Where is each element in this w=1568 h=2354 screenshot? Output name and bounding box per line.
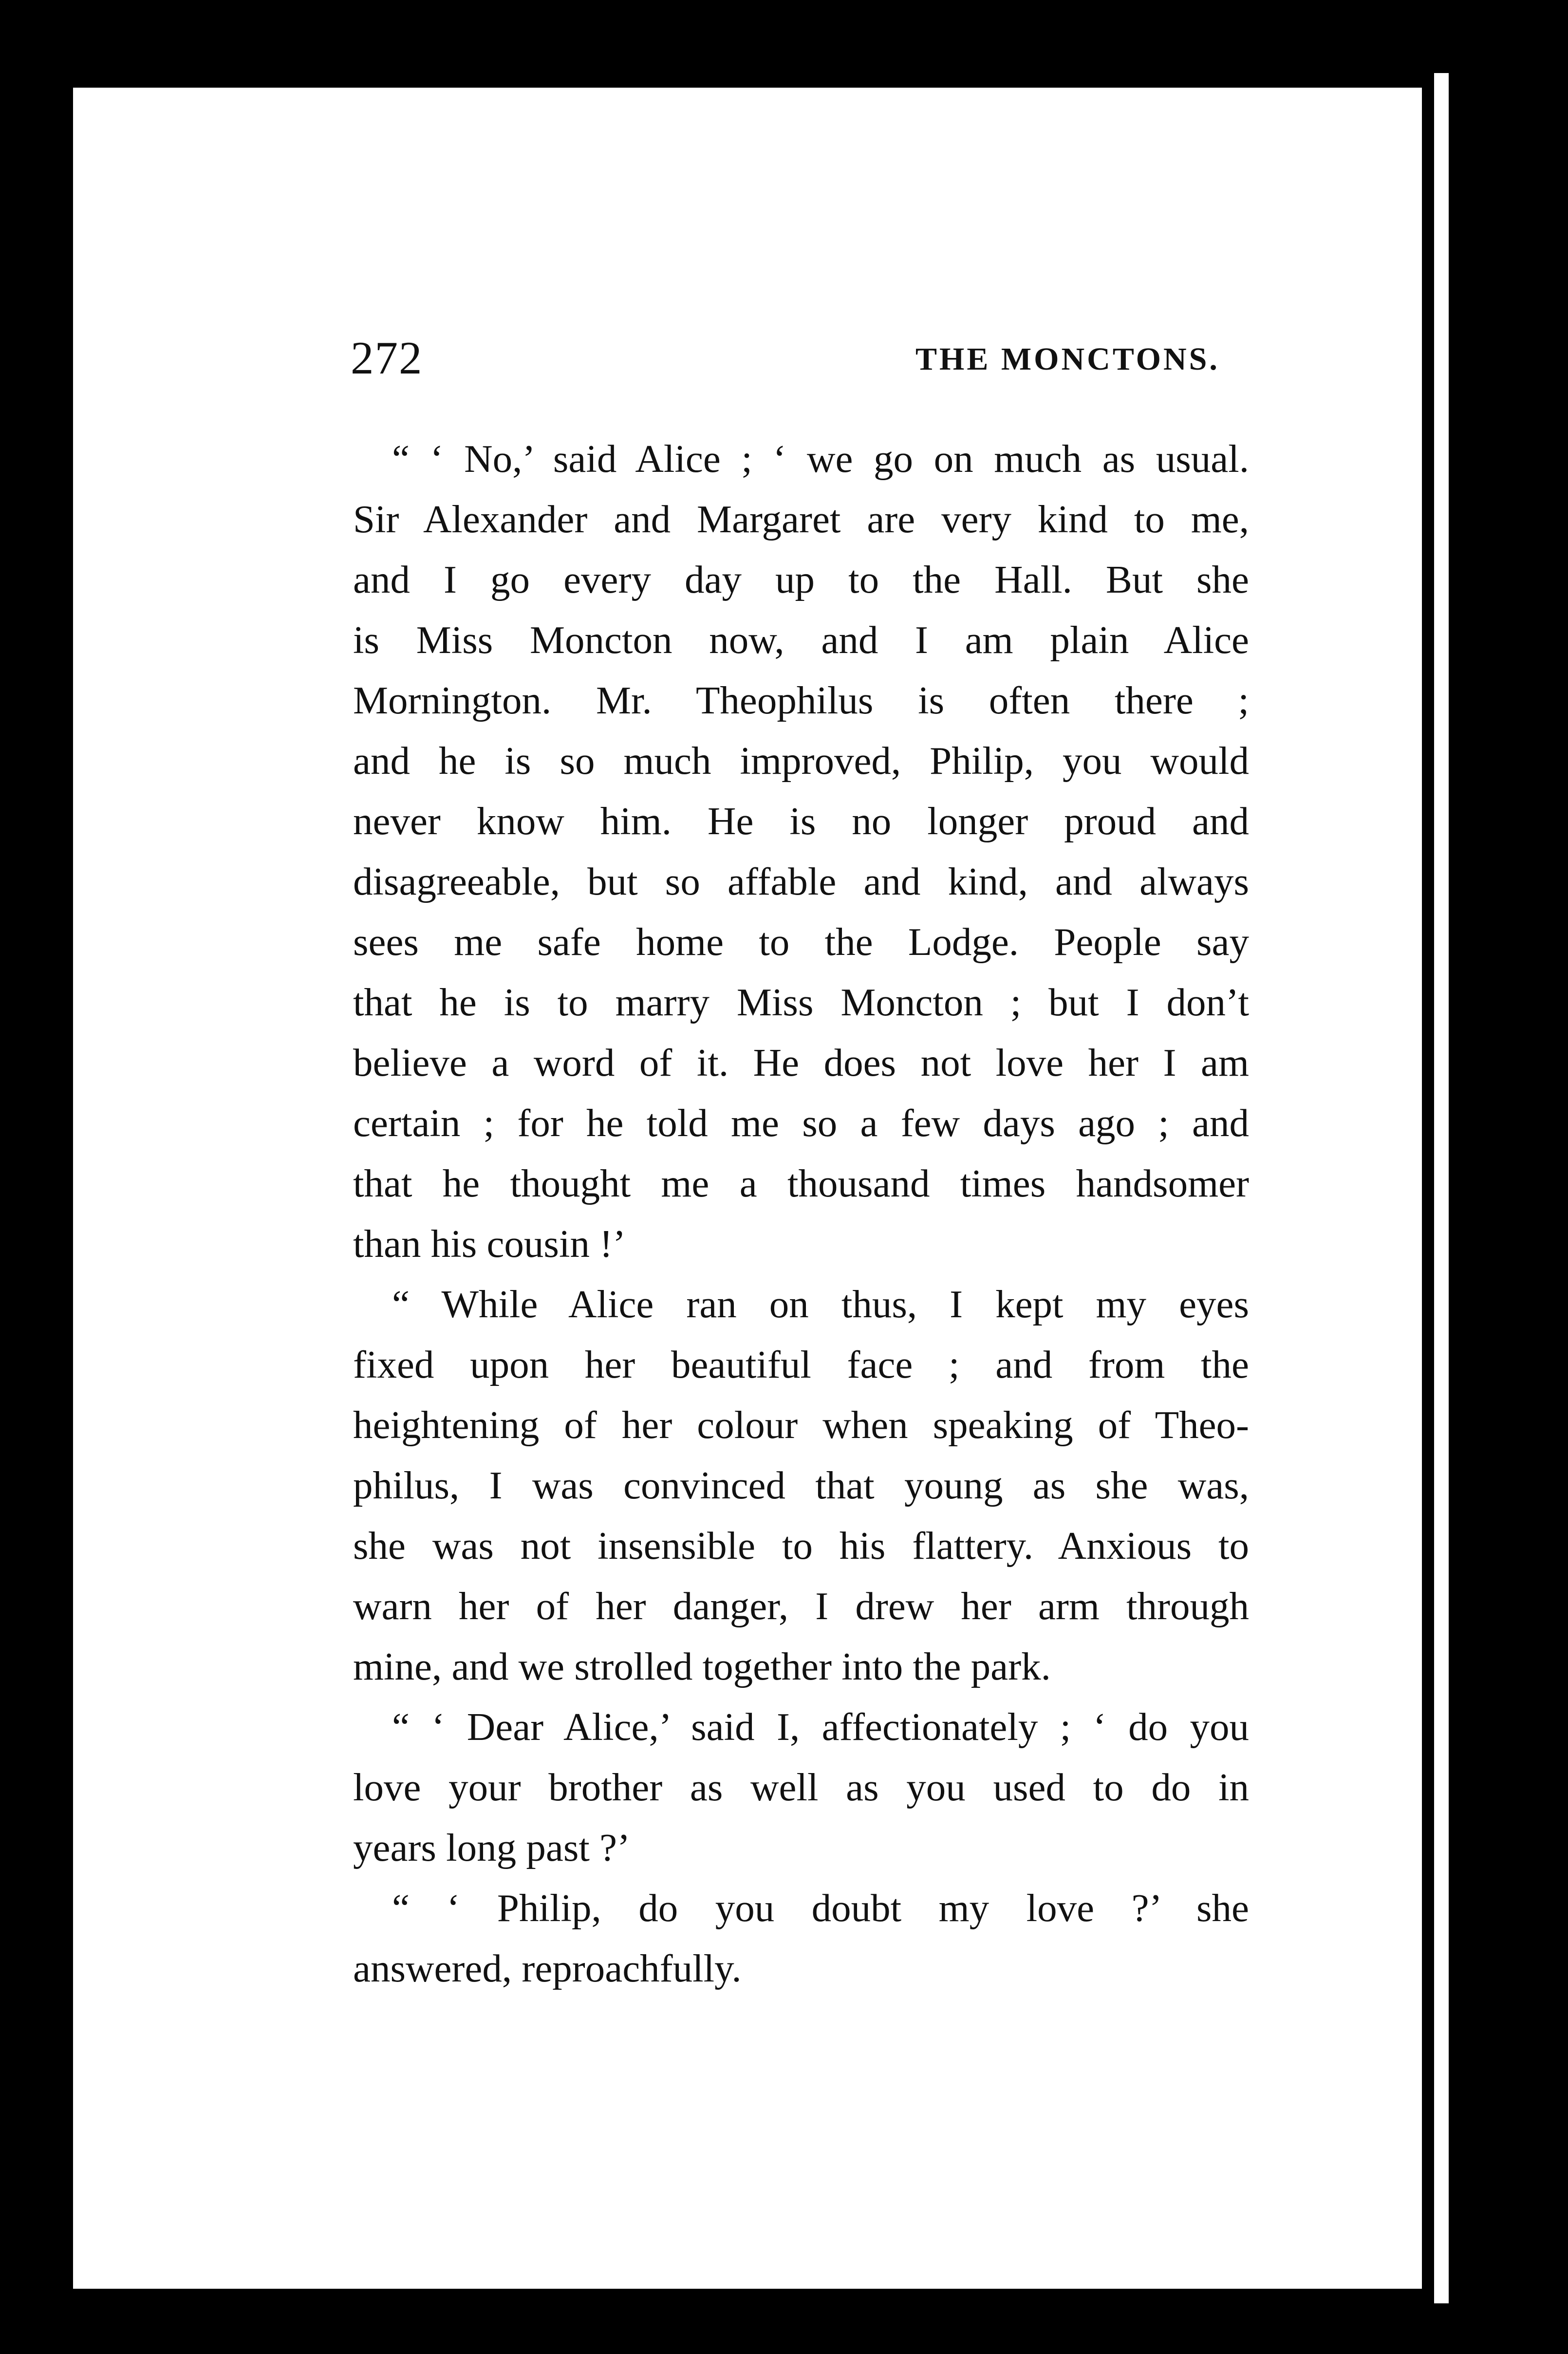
text-line: disagreeable, but so affable and kind, and always [353, 859, 1249, 903]
text-line: than his cousin !’ [353, 1222, 626, 1266]
text-line: love your brother as well as you used to do in [353, 1765, 1249, 1809]
text-line: Sir Alexander and Margaret are very kind to me, [353, 497, 1249, 541]
running-title: THE MONCTONS. [915, 341, 1220, 377]
text-line: philus, I was convinced that young as she was, [353, 1463, 1249, 1507]
text-line: she was not insensible to his flattery. Anxious to [353, 1524, 1249, 1568]
text-line: answered, reproachfully. [353, 1946, 742, 1990]
text-line: “ While Alice ran on thus, I kept my eyes [392, 1282, 1249, 1326]
body-text [353, 429, 1249, 1999]
text-line: “ ‘ No,’ said Alice ; ‘ we go on much as usual. [392, 437, 1249, 481]
page-header [278, 331, 1251, 404]
page-number: 272 [351, 332, 423, 384]
text-line: years long past ?’ [353, 1826, 631, 1869]
paragraph [353, 1697, 1249, 1878]
paragraph [353, 429, 1249, 1274]
text-line: warn her of her danger, I drew her arm through [353, 1584, 1249, 1628]
text-line: “ ‘ Dear Alice,’ said I, affectionately ; ‘ do you [392, 1705, 1249, 1749]
text-line: “ ‘ Philip, do you doubt my love ?’ she [392, 1886, 1249, 1930]
text-line: Mornington. Mr. Theophilus is often there ; [353, 678, 1249, 722]
text-line: certain ; for he told me so a few days ago ; and [353, 1101, 1249, 1145]
text-line: sees me safe home to the Lodge. People say [353, 920, 1249, 964]
paragraph [353, 1878, 1249, 1999]
page-edge [1434, 73, 1449, 2303]
paragraph [353, 1274, 1249, 1697]
text-line: mine, and we strolled together into the park. [353, 1644, 1051, 1688]
text-line: that he thought me a thousand times handsomer [353, 1161, 1249, 1205]
text-line: fixed upon her beautiful face ; and from the [353, 1343, 1249, 1386]
text-line: and I go every day up to the Hall. But she [353, 558, 1249, 601]
text-line: believe a word of it. He does not love her I am [353, 1041, 1249, 1084]
text-line: and he is so much improved, Philip, you would [353, 739, 1249, 783]
text-line: never know him. He is no longer proud and [353, 799, 1249, 843]
text-line: heightening of her colour when speaking of Theo- [353, 1403, 1249, 1447]
text-line: is Miss Moncton now, and I am plain Alice [353, 618, 1249, 662]
text-line: that he is to marry Miss Moncton ; but I don’t [353, 980, 1249, 1024]
